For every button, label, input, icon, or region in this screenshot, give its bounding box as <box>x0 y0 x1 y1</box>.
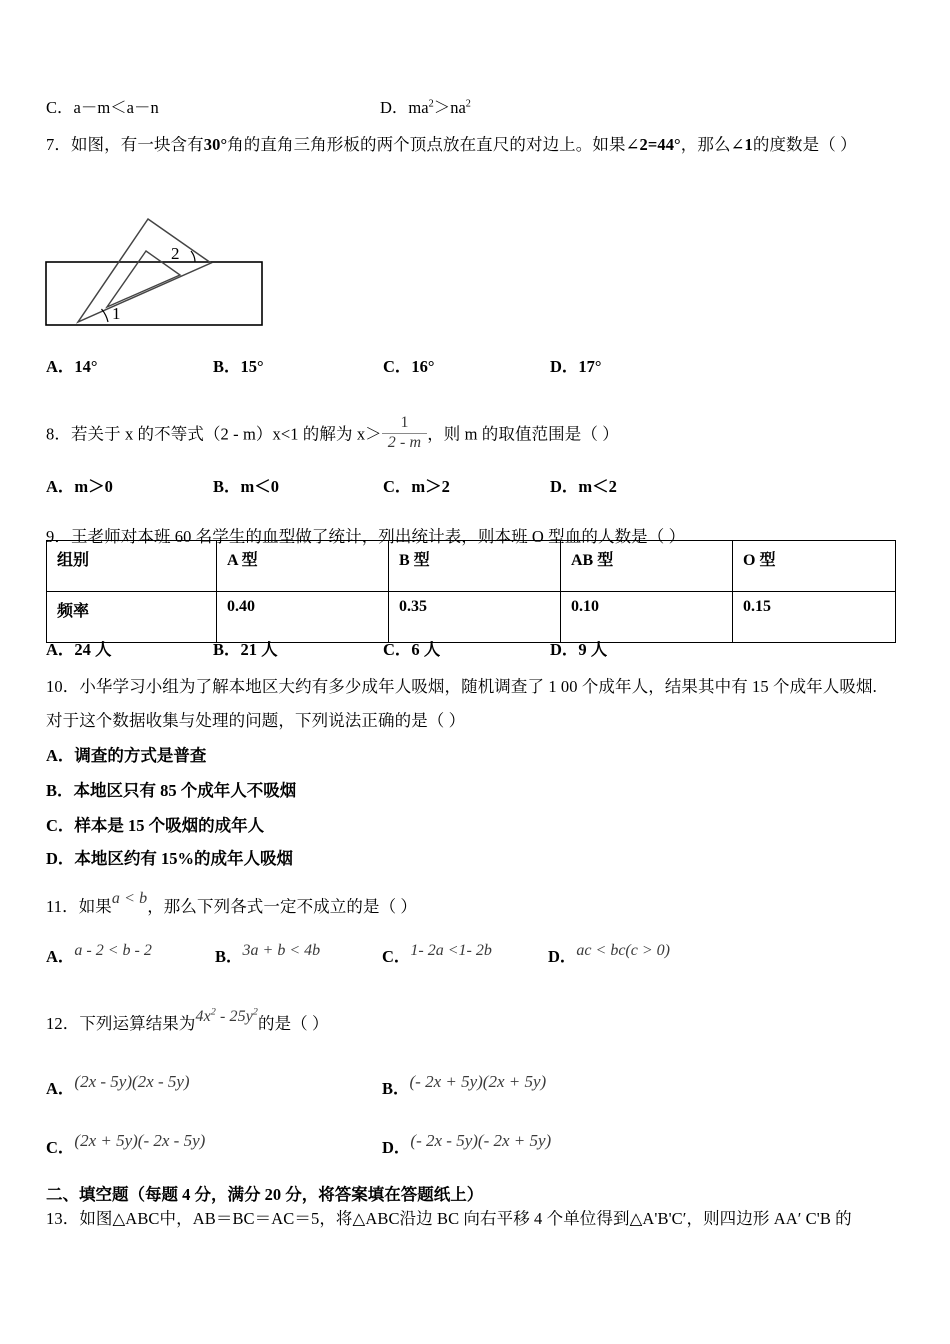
question-12-stem: 12．下列运算结果为$4x^2 - 25y^2$的是（ ） <box>46 1006 329 1033</box>
q10-option-b-letter: B． <box>46 781 74 800</box>
table-cell-freq-b: 0.35 <box>389 592 561 643</box>
q12-option-a-letter: A． <box>46 1079 75 1098</box>
q7-number: 7． <box>46 135 71 154</box>
q7-figure-svg <box>40 205 280 340</box>
q11-option-b-expr: 3a + b < 4b <box>242 942 321 959</box>
angle-2-label: 2 <box>171 244 180 263</box>
q7-option-a-letter: A． <box>46 357 75 376</box>
set-square-outer-triangle <box>78 219 211 322</box>
q11-option-b-letter: B． <box>215 947 243 966</box>
q12-option-d-expr: (- 2x - 5y)(- 2x + 5y) <box>410 1131 552 1150</box>
q10-option-d <box>46 849 293 870</box>
q12-option-c-expr: (2x + 5y)(- 2x - 5y) <box>74 1131 206 1150</box>
table-cell-type-a: A 型 <box>217 541 389 592</box>
q12-option-b <box>382 1072 547 1100</box>
q12-option-a-expr: (2x - 5y)(2x - 5y) <box>74 1072 190 1091</box>
q12-expr: $4x^2 - 25y^2$ <box>195 1006 258 1025</box>
q8-option-d-letter: D． <box>550 477 579 496</box>
angle-1-label: 1 <box>112 304 121 323</box>
q8-option-a-value: m＞0 <box>74 477 113 496</box>
q9-option-a-letter: A． <box>46 640 75 659</box>
q7-option-d <box>550 357 602 378</box>
q8-option-d <box>550 477 617 498</box>
q9-option-c <box>383 640 440 661</box>
q10-line2: 对于这个数据收集与处理的问题，下列说法正确的是（ ） <box>46 711 466 730</box>
table-cell-freq-ab: 0.10 <box>561 592 733 643</box>
q6-option-d-text: D．$ma^2>na^2$ <box>380 98 471 117</box>
q8-option-a-letter: A． <box>46 477 75 496</box>
q10-option-a-value: 调查的方式是普查 <box>74 746 207 765</box>
question-13-stem <box>46 1209 852 1230</box>
q10-option-c-letter: C． <box>46 816 75 835</box>
q13-number: 13． <box>46 1209 80 1228</box>
question-10-stem-line1 <box>46 677 877 698</box>
q11-option-c <box>382 942 492 968</box>
q10-option-b <box>46 781 296 802</box>
ruler-rectangle <box>46 262 262 325</box>
table-cell-type-b: B 型 <box>389 541 561 592</box>
q8-fraction-numerator: 1 <box>382 415 427 434</box>
q11-option-c-letter: C． <box>382 947 411 966</box>
q7-option-a-value: 14° <box>74 357 98 376</box>
q7-option-b-value: 15° <box>240 357 264 376</box>
q7-option-b <box>213 357 264 378</box>
question-10-stem-line2 <box>46 711 465 732</box>
question-11-stem: 11．如果a < b，那么下列各式一定不成立的是（ ） <box>46 890 418 916</box>
q8-number: 8． <box>46 424 71 444</box>
q9-text: 王老师对本班 60 名学生的血型做了统计，列出统计表，则本班 O 型血的人数是（ ） <box>70 527 686 546</box>
q12-option-c-letter: C． <box>46 1138 75 1157</box>
q11-number: 11． <box>46 897 79 916</box>
q11-option-c-expr: 1- 2a <1- 2b <box>410 942 492 959</box>
q9-option-d <box>550 640 607 661</box>
q11-option-d <box>548 942 670 968</box>
q12-option-b-letter: B． <box>382 1079 410 1098</box>
q7-figure <box>40 205 280 340</box>
question-7-stem: 7．如图，有一块含有30°角的直角三角形板的两个顶点放在直尺的对边上。如果∠2=44°，那么∠1的度数是（ ） <box>46 135 857 154</box>
blood-type-frequency-table <box>46 540 896 643</box>
q7-option-d-letter: D． <box>550 357 579 376</box>
q7-option-d-value: 17° <box>578 357 602 376</box>
set-square-inner-cutout <box>107 251 180 307</box>
q10-option-b-value: 本地区只有 85 个成年人不吸烟 <box>73 781 297 800</box>
q8-option-c <box>383 477 450 498</box>
q9-option-b <box>213 640 278 661</box>
q10-option-a <box>46 746 206 767</box>
q8-fraction <box>382 415 427 452</box>
table-cell-freq-a: 0.40 <box>217 592 389 643</box>
q8-option-c-letter: C． <box>383 477 412 496</box>
table-row-header <box>47 541 896 592</box>
q10-option-c <box>46 816 264 837</box>
q11-option-a-expr: a - 2 < b - 2 <box>74 942 152 959</box>
table-cell-frequency-label: 频率 <box>47 592 217 643</box>
table-cell-freq-o: 0.15 <box>733 592 896 643</box>
q12-number: 12． <box>46 1014 80 1033</box>
q7-option-b-letter: B． <box>213 357 241 376</box>
q10-line1: 小华学习小组为了解本地区大约有多少成年人吸烟，随机调查了 1 00 个成年人，结果其中有 15 个成年人吸烟. <box>79 677 877 696</box>
q9-option-c-letter: C． <box>383 640 412 659</box>
angle-2-arc <box>191 251 195 262</box>
q9-option-a-value: 24 人 <box>74 640 112 659</box>
q6-option-d <box>380 98 471 119</box>
q12-option-d <box>382 1131 552 1159</box>
q10-option-a-letter: A． <box>46 746 75 765</box>
q10-option-c-value: 样本是 15 个吸烟的成年人 <box>74 816 265 835</box>
section-2-heading: 二、填空题（每题 4 分，满分 20 分，将答案填在答题纸上） <box>46 1185 484 1204</box>
q12-option-c <box>46 1131 206 1159</box>
question-8-stem: 8．若关于 x 的不等式（2 - m）x<1 的解为 x＞ $\frac{1}{2 - m}$ ，则 m 的取值范围是（ ） <box>46 414 619 451</box>
q7-option-c-letter: C． <box>383 357 412 376</box>
table-cell-group-label: 组别 <box>47 541 217 592</box>
q11-option-d-letter: D． <box>548 947 577 966</box>
q11-option-a <box>46 942 152 968</box>
q8-option-d-value: m＜2 <box>578 477 617 496</box>
q11-option-a-letter: A． <box>46 947 75 966</box>
q9-number: 9． <box>46 527 71 546</box>
q13-text: 如图△ABC中，AB＝BC＝AC＝5，将△ABC沿边 BC 向右平移 4 个单位得到△A'B'C′，则四边形 AA′ C'B 的 <box>79 1209 852 1228</box>
q7-option-a <box>46 357 98 378</box>
q11-option-d-expr: ac < bc(c > 0) <box>576 942 670 959</box>
q11-expr: a < b <box>111 890 148 907</box>
q9-option-d-value: 9 人 <box>578 640 608 659</box>
q8-option-c-value: m＞2 <box>411 477 450 496</box>
q9-option-c-value: 6 人 <box>411 640 441 659</box>
q6-option-c <box>46 98 159 119</box>
table-row-frequency <box>47 592 896 643</box>
q12-option-b-expr: (- 2x + 5y)(2x + 5y) <box>409 1072 547 1091</box>
q6-option-c-text: C．a－m＜a－n <box>46 98 159 117</box>
q9-option-a <box>46 640 112 661</box>
q8-option-b-value: m＜0 <box>240 477 280 496</box>
q9-option-d-letter: D． <box>550 640 579 659</box>
q11-option-b <box>215 942 321 968</box>
q10-number: 10． <box>46 677 80 696</box>
q8-option-a <box>46 477 113 498</box>
q8-fraction-denominator: 2 - m <box>387 433 422 451</box>
table-cell-type-o: O 型 <box>733 541 896 592</box>
q10-option-d-value: 本地区约有 15%的成年人吸烟 <box>74 849 294 868</box>
q8-option-b <box>213 477 279 498</box>
q12-option-d-letter: D． <box>382 1138 411 1157</box>
q12-option-a <box>46 1072 190 1100</box>
q7-option-c-value: 16° <box>411 357 435 376</box>
q9-option-b-letter: B． <box>213 640 241 659</box>
q9-option-b-value: 21 人 <box>240 640 278 659</box>
q8-option-b-letter: B． <box>213 477 241 496</box>
q10-option-d-letter: D． <box>46 849 75 868</box>
q7-option-c <box>383 357 435 378</box>
table-cell-type-ab: AB 型 <box>561 541 733 592</box>
